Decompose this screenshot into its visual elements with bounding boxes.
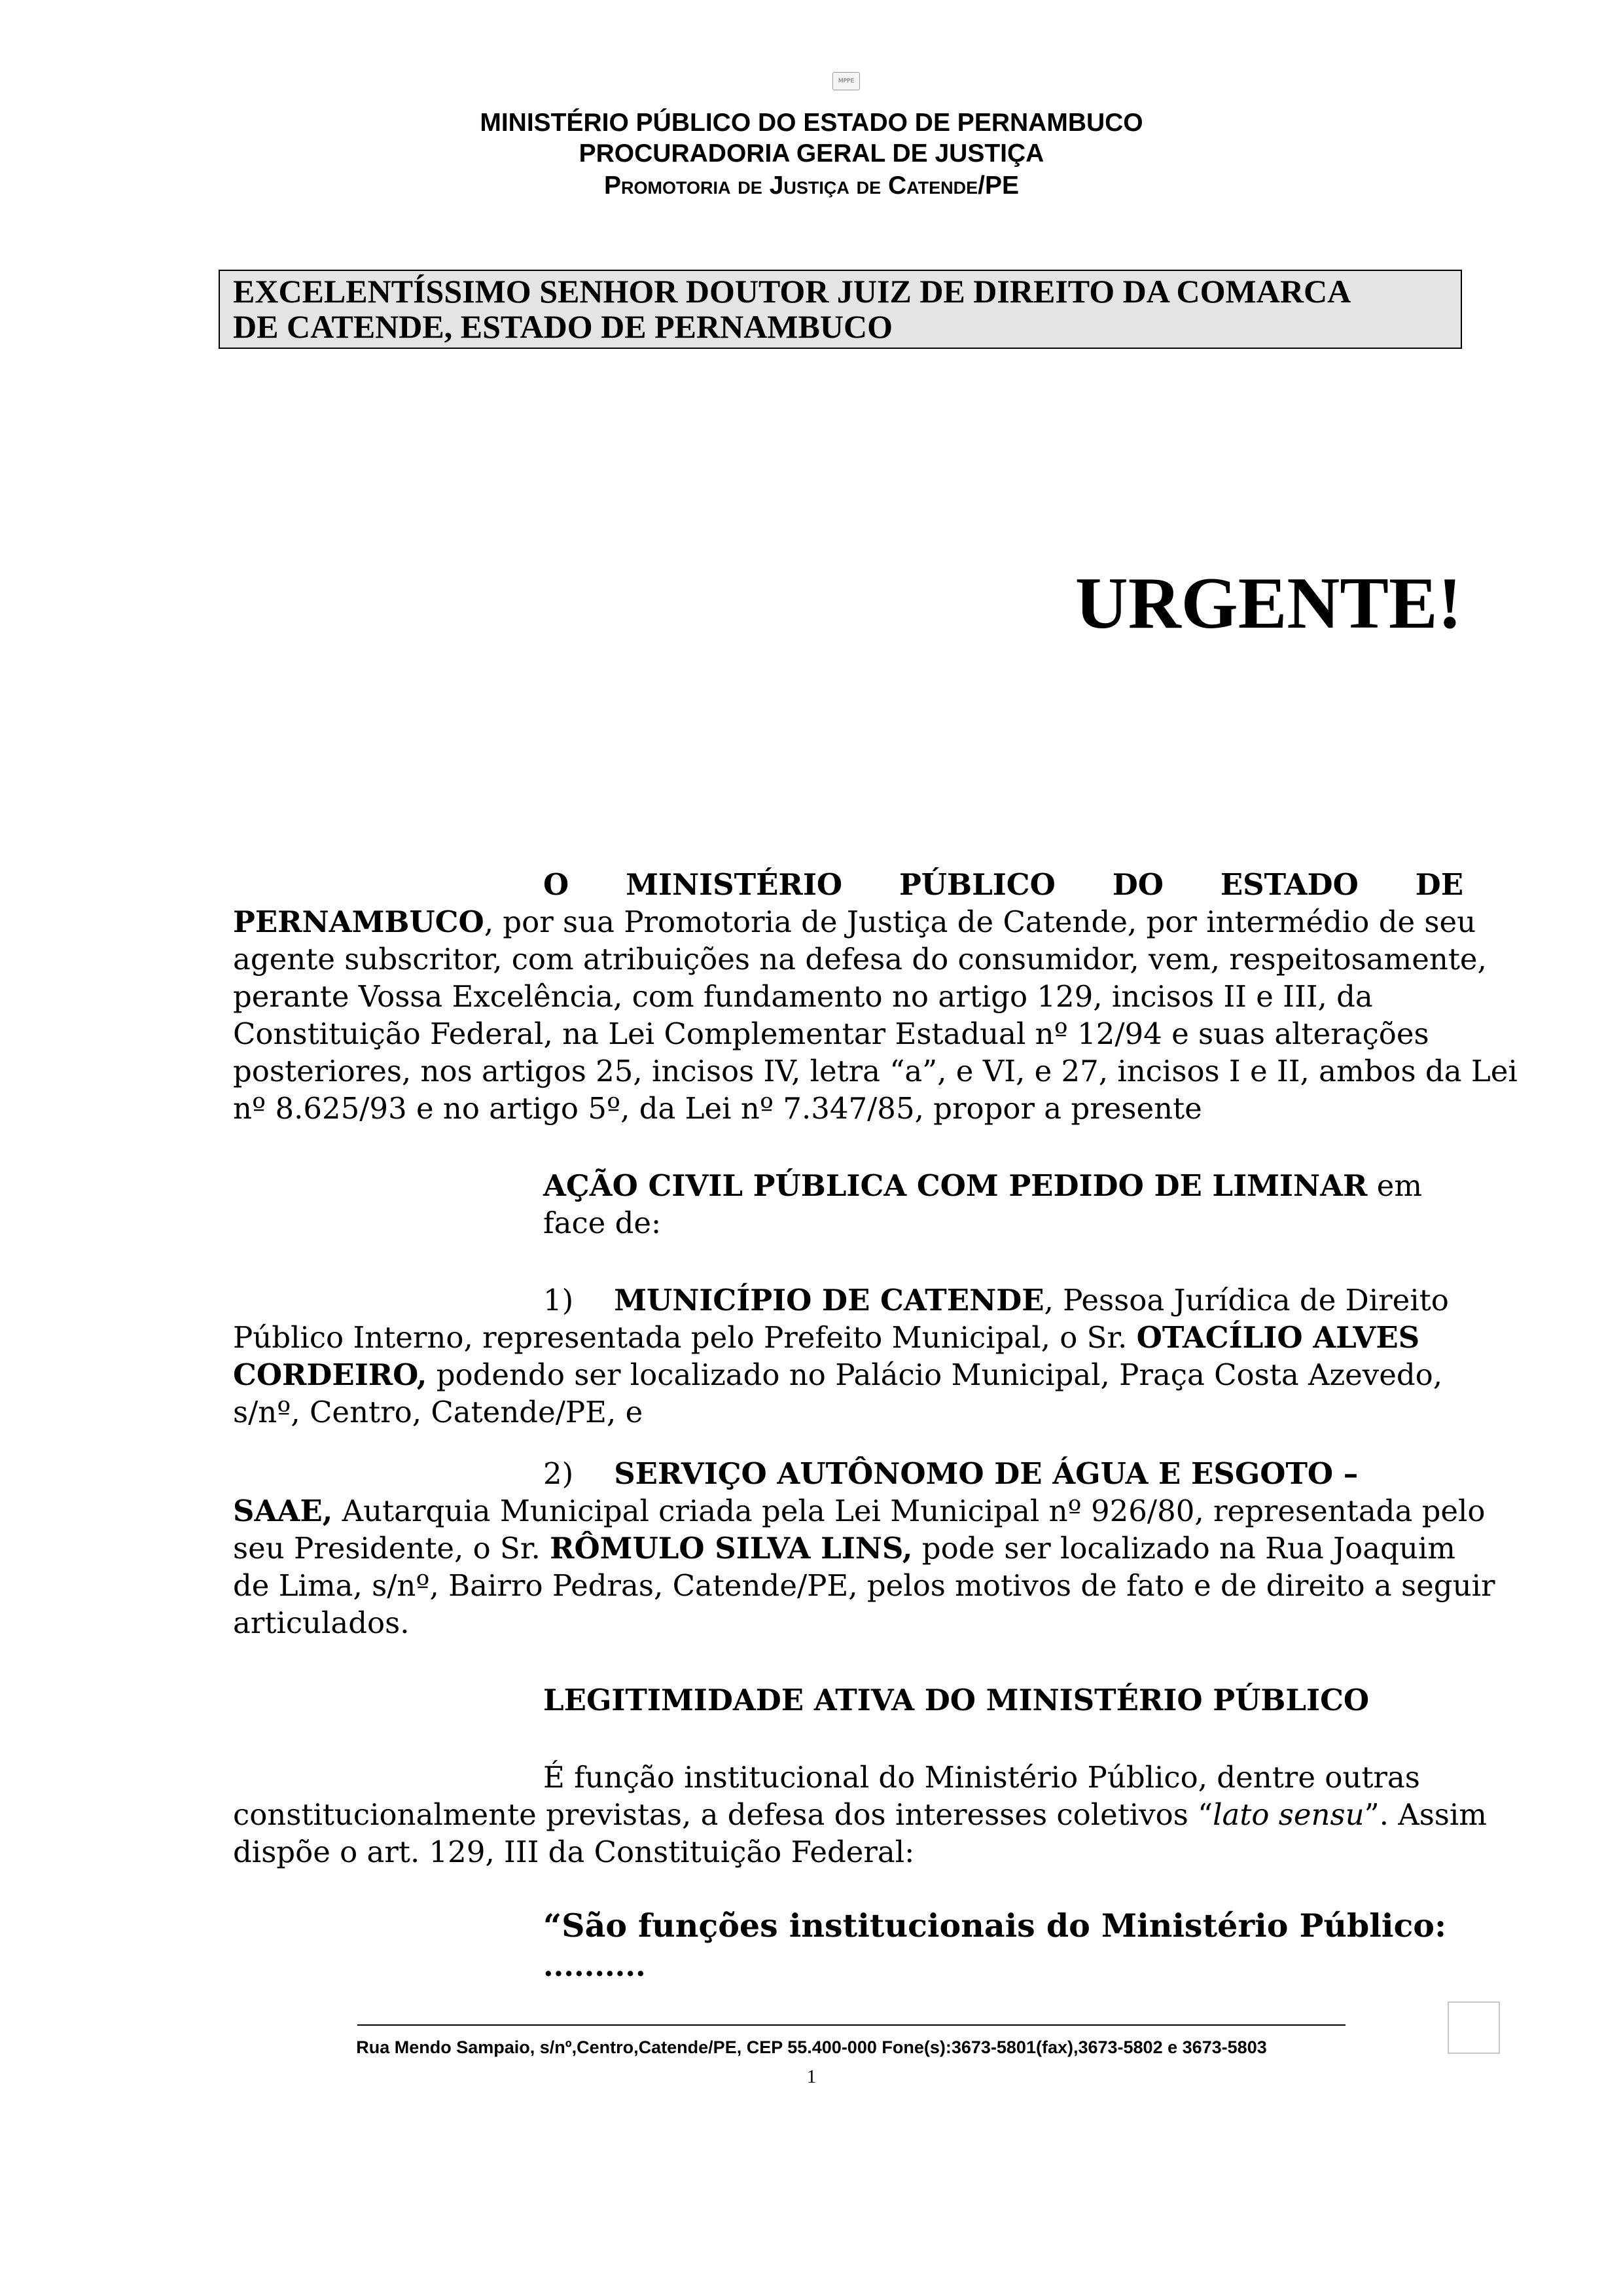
intro-bold-pernambuco: PERNAMBUCO: [233, 905, 484, 939]
defendant-2-line-5: articulados.: [233, 1605, 410, 1640]
footer-address: Rua Mendo Sampaio, s/nº,Centro,Catende/PE, CEP 55.400-000 Fone(s):3673-5801(fax),3673-5802 e 3673-5803: [356, 2037, 1267, 2057]
intro-line-3: agente subscritor, com atribuições na defesa do consumidor, vem, respeitosamente,: [233, 942, 1487, 977]
intro-word: ESTADO: [1220, 867, 1359, 902]
intro-line-6: posteriores, nos artigos 25, incisos IV, letra “a”, e VI, e 27, incisos I e II, ambos da Lei: [233, 1054, 1518, 1088]
intro-word: DO: [1112, 867, 1164, 902]
intro-line-2: [233, 903, 1476, 941]
defendant-2-number: 2): [543, 1456, 574, 1491]
defendant-1-line-2-text: Público Interno, representada pelo Prefeito Municipal, o Sr.: [233, 1320, 1128, 1355]
intro-word: PÚBLICO: [899, 867, 1056, 902]
defendant-2-line-4: de Lima, s/nº, Bairro Pedras, Catende/PE, pelos motivos de fato e de direito a seguir: [233, 1568, 1495, 1603]
defendant-1-representative: OTACÍLIO ALVES: [1136, 1320, 1420, 1355]
defendant-1-line-1-text: , Pessoa Jurídica de Direito: [1044, 1283, 1449, 1318]
intro-line-7: nº 8.625/93 e no artigo 5º, da Lei nº 7.347/85, propor a presente: [233, 1091, 1202, 1126]
defendant-2-line-3-text-b: pode ser localizado na Rua Joaquim: [912, 1531, 1455, 1566]
quote-line-2: ..........: [543, 1948, 646, 1983]
page-number: 1: [806, 2066, 817, 2087]
intro-word: MINISTÉRIO: [626, 867, 843, 902]
intro-line-5: Constituição Federal, na Lei Complementar Estadual nº 12/94 e suas alterações: [233, 1016, 1429, 1051]
defendant-1-line-1: [543, 1282, 1449, 1319]
footer-divider: [357, 2024, 1346, 2026]
action-title-line-1: [543, 1167, 1422, 1204]
addressee-box: [219, 270, 1462, 349]
defendant-2-acronym: SAAE,: [233, 1494, 333, 1528]
quote-line-1: “São funções institucionais do Ministério Público:: [543, 1907, 1447, 1945]
header-promotoria: Promotoria de Justiça de Catende/PE: [603, 171, 1020, 200]
section-heading-legitimacy: LEGITIMIDADE ATIVA DO MINISTÉRIO PÚBLICO: [543, 1683, 1370, 1717]
intro-line-4: perante Vossa Excelência, com fundamento no artigo 129, incisos II e III, da: [233, 979, 1373, 1014]
intro-word: O: [543, 867, 569, 902]
defendant-1-representative-surname: CORDEIRO,: [233, 1357, 427, 1392]
defendant-2-name: SERVIÇO AUTÔNOMO DE ÁGUA E ESGOTO –: [614, 1456, 1359, 1491]
header-ministry: MINISTÉRIO PÚBLICO DO ESTADO DE PERNAMBUCO: [480, 109, 1143, 137]
defendant-2-line-2: [233, 1492, 1486, 1530]
intro-word: DE: [1415, 867, 1463, 902]
defendant-2-line-1: [543, 1455, 1358, 1492]
legitimacy-latin-term: lato sensu: [1213, 1797, 1364, 1832]
header-procuradoria: PROCURADORIA GERAL DE JUSTIÇA: [579, 139, 1044, 168]
legitimacy-line-2: [233, 1796, 1487, 1833]
legitimacy-line-2-text-a: constitucionalmente previstas, a defesa dos interesses coletivos “: [233, 1797, 1213, 1832]
defendant-1-number: 1): [543, 1283, 574, 1318]
intro-line-1: [543, 866, 1463, 903]
addressee-line-1: EXCELENTÍSSIMO SENHOR DOUTOR JUIZ DE DIREITO DA COMARCA: [233, 273, 1351, 310]
legitimacy-line-3: dispõe o art. 129, III da Constituição Federal:: [233, 1835, 915, 1869]
urgent-heading: URGENTE!: [1075, 563, 1462, 644]
addressee-line-2: DE CATENDE, ESTADO DE PERNAMBUCO: [233, 308, 893, 345]
defendant-2-line-2-text: Autarquia Municipal criada pela Lei Municipal nº 926/80, representada pelo: [332, 1494, 1486, 1528]
legitimacy-line-2-text-b: ”. Assim: [1364, 1797, 1487, 1832]
defendant-1-line-4: s/nº, Centro, Catende/PE, e: [233, 1395, 643, 1429]
defendant-1-line-3-text: podendo ser localizado no Palácio Municipal, Praça Costa Azevedo,: [427, 1357, 1443, 1392]
defendant-1-line-2: [233, 1319, 1419, 1356]
action-title-suffix: em: [1367, 1168, 1423, 1203]
action-title-line-2: face de:: [543, 1206, 662, 1240]
defendant-1-line-3: [233, 1356, 1442, 1393]
defendant-1-name: MUNICÍPIO DE CATENDE: [614, 1283, 1044, 1318]
institution-logo: MPPE: [832, 72, 860, 90]
defendant-2-representative: RÔMULO SILVA LINS,: [550, 1531, 913, 1566]
legitimacy-line-1: É função institucional do Ministério Público, dentre outras: [543, 1760, 1420, 1795]
action-title: AÇÃO CIVIL PÚBLICA COM PEDIDO DE LIMINAR: [543, 1168, 1368, 1203]
defendant-2-line-3: [233, 1530, 1455, 1567]
defendant-2-line-3-text-a: seu Presidente, o Sr.: [233, 1531, 550, 1566]
intro-line-2-text: , por sua Promotoria de Justiça de Catende, por intermédio de seu: [484, 905, 1476, 939]
